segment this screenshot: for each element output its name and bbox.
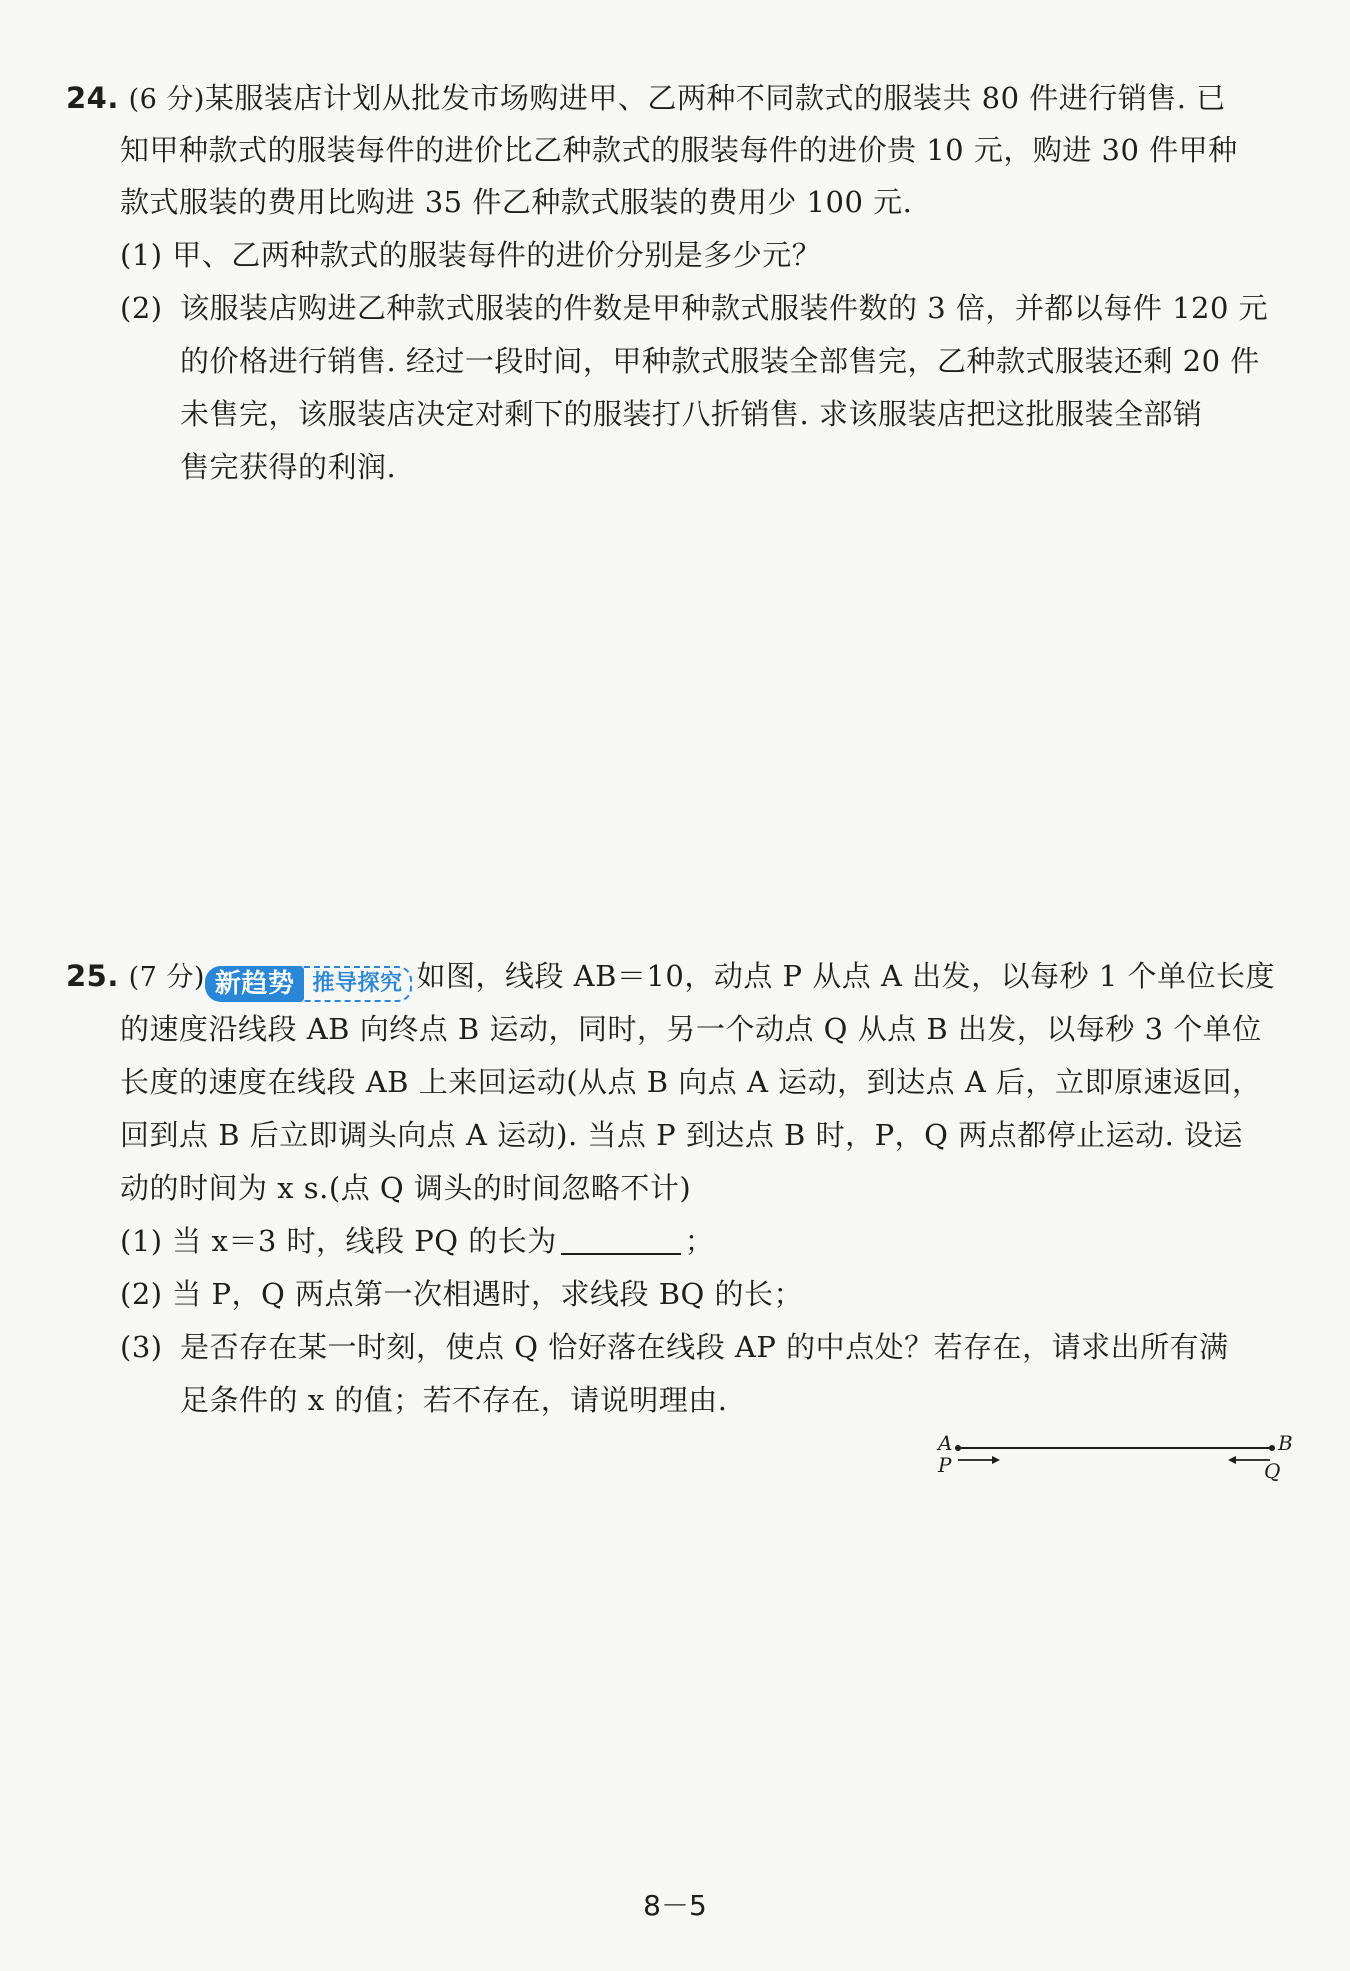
page-number: 8－5 xyxy=(643,1889,707,1922)
q24-line-3: 款式服装的费用比购进 35 件乙种款式服装的费用少 100 元. xyxy=(120,185,913,219)
q25-sub1-suffix: ； xyxy=(684,1224,715,1258)
q25-number: 25. xyxy=(66,959,119,993)
q25-line-2: 的速度沿线段 AB 向终点 B 运动，同时，另一个动点 Q 从点 B 出发，以每秒 3 个单位 xyxy=(120,1012,1262,1046)
q24-sub2-line-1: 该服装店购进乙种款式服装的件数是甲种款式服装件数的 3 倍，并都以每件 120 元 xyxy=(180,291,1269,325)
label-b: B xyxy=(1278,1431,1293,1455)
q25-sub3-label: (3) xyxy=(120,1330,163,1364)
arrow-right-icon xyxy=(958,1456,1000,1464)
q25-line-1 xyxy=(66,958,1275,1002)
point-a xyxy=(955,1445,961,1451)
q24-number: 24. xyxy=(66,81,119,115)
q25-sub3-line-2: 足条件的 x 的值；若不存在，请说明理由. xyxy=(180,1383,728,1417)
q25-first-line: 如图，线段 AB＝10，动点 P 从点 A 出发，以每秒 1 个单位长度 xyxy=(416,959,1276,993)
badge-derivation: 推导探究 xyxy=(304,966,412,1002)
q25-sub3-line-1: 是否存在某一时刻，使点 Q 恰好落在线段 AP 的中点处？若存在，请求出所有满 xyxy=(180,1330,1229,1364)
label-q: Q xyxy=(1264,1459,1281,1483)
badge-new-trend: 新趋势 xyxy=(205,966,305,1002)
q24-sub2-line-2: 的价格进行销售. 经过一段时间，甲种款式服装全部售完，乙种款式服装还剩 20 件 xyxy=(180,344,1260,378)
answer-blank[interactable] xyxy=(561,1225,681,1255)
segment-figure xyxy=(930,1428,1300,1488)
q24-sub2-line-3: 未售完，该服装店决定对剩下的服装打八折销售. 求该服装店把这批服装全部销 xyxy=(180,397,1203,431)
q24-score: (6 分) xyxy=(128,84,205,115)
q24-line-1 xyxy=(66,80,1226,118)
q25-line-3: 长度的速度在线段 AB 上来回运动(从点 B 向点 A 运动，到达点 A 后，立即原速返回， xyxy=(120,1065,1262,1099)
q24-sub2-line-4: 售完获得的利润. xyxy=(180,450,397,484)
trend-badge xyxy=(205,966,413,1002)
q25-score: (7 分) xyxy=(128,962,205,993)
q25-sub1 xyxy=(120,1223,714,1259)
label-a: A xyxy=(938,1431,953,1455)
label-p: P xyxy=(938,1453,952,1477)
q24-line-2: 知甲种款式的服装每件的进价比乙种款式的服装每件的进价贵 10 元，购进 30 件甲种 xyxy=(120,133,1238,167)
q24-text-line: 某服装店计划从批发市场购进甲、乙两种不同款式的服装共 80 件进行销售. 已 xyxy=(204,81,1226,115)
q25-sub1-text: (1) 当 x＝3 时，线段 PQ 的长为 xyxy=(120,1224,557,1258)
q25-line-4: 回到点 B 后立即调头向点 A 运动). 当点 P 到达点 B 时，P，Q 两点都停止运动. 设运 xyxy=(120,1118,1244,1152)
q25-sub2: (2) 当 P，Q 两点第一次相遇时，求线段 BQ 的长； xyxy=(120,1277,804,1311)
q24-sub1: (1) 甲、乙两种款式的服装每件的进价分别是多少元？ xyxy=(120,238,822,272)
q24-sub2-label: (2) xyxy=(120,291,163,325)
q25-line-5: 动的时间为 x s.(点 Q 调头的时间忽略不计) xyxy=(120,1171,692,1205)
point-b xyxy=(1269,1445,1275,1451)
